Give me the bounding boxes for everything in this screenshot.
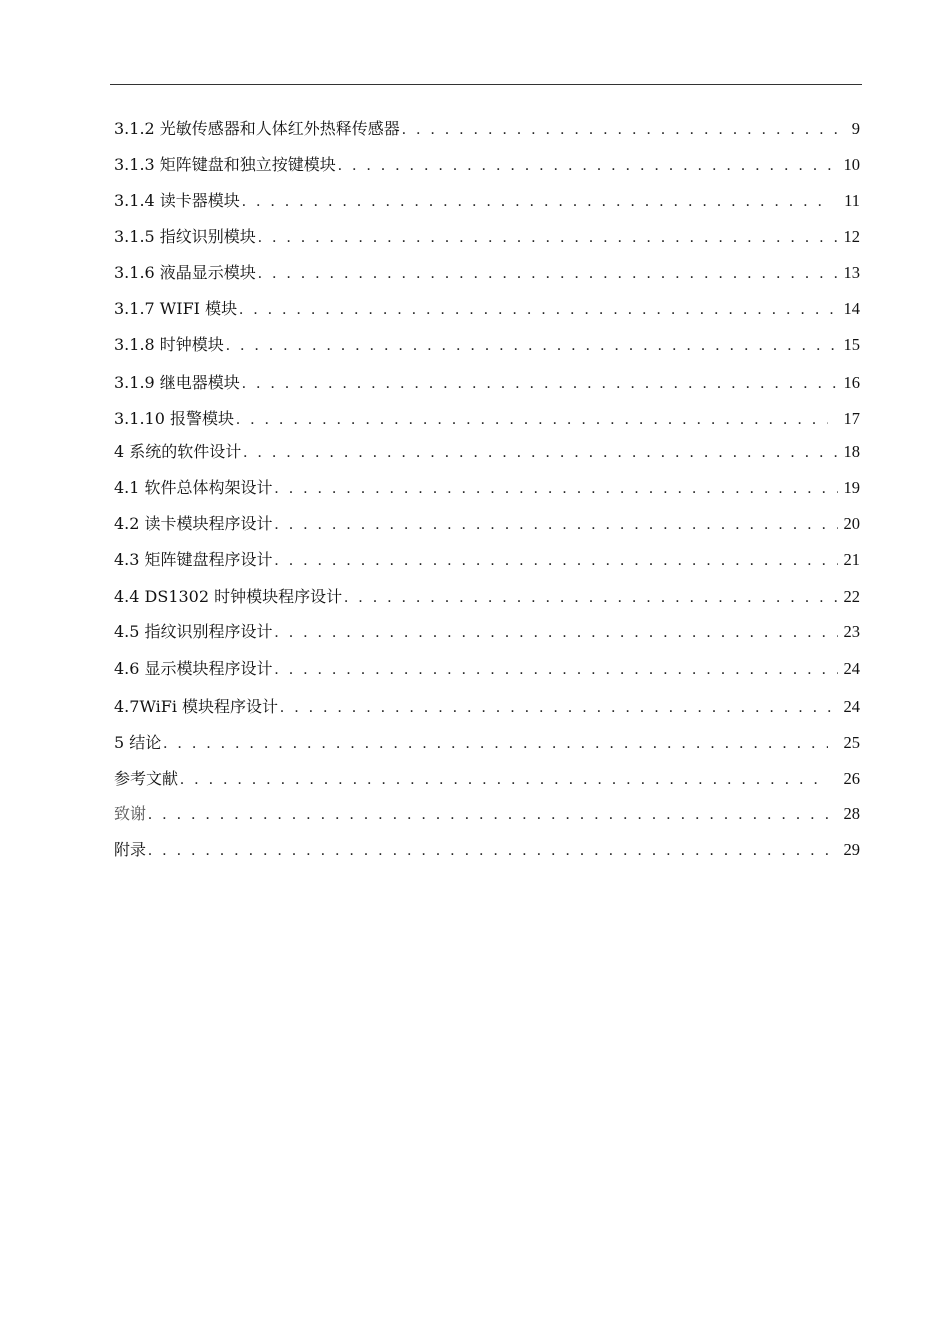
- toc-dot-leader: [148, 802, 828, 828]
- toc-entry[interactable]: [114, 296, 860, 322]
- header-rule: [110, 84, 862, 85]
- toc-entry-page: 15: [843, 335, 860, 354]
- toc-dot-leader: [242, 189, 828, 215]
- toc-dot-leader: [148, 838, 828, 864]
- toc-entry-page: 12: [843, 227, 860, 246]
- toc-entry-label: 4 系统的软件设计: [114, 442, 242, 461]
- toc-dot-leader: [258, 261, 838, 287]
- toc-entry-label: 3.1.10 报警模块: [114, 409, 234, 428]
- toc-entry-label: 参考文献: [114, 769, 179, 788]
- toc-entry[interactable]: [114, 511, 860, 537]
- toc-entry[interactable]: [114, 370, 860, 396]
- toc-entry[interactable]: [114, 152, 860, 178]
- toc-entry-page: 23: [843, 622, 860, 641]
- toc-entry[interactable]: [114, 694, 860, 720]
- toc-entry-page: 26: [843, 769, 860, 788]
- toc-dot-leader: [239, 297, 838, 323]
- toc-entry-label: 3.1.2 光敏传感器和人体红外热释传感器: [114, 119, 400, 138]
- toc-entry-label: 4.1 软件总体构架设计: [114, 478, 273, 497]
- toc-entry-page: 24: [843, 659, 860, 678]
- toc-dot-leader: [275, 620, 838, 646]
- toc-entry[interactable]: [114, 224, 860, 250]
- toc-entry-label: 5 结论: [114, 733, 162, 752]
- toc-entry[interactable]: [114, 116, 860, 142]
- toc-dot-leader: [180, 767, 828, 793]
- toc-entry-label: 3.1.6 液晶显示模块: [114, 263, 256, 282]
- toc-entry[interactable]: [114, 406, 860, 432]
- toc-entry[interactable]: [114, 766, 860, 792]
- toc-entry[interactable]: [114, 475, 860, 501]
- toc-entry-page: 19: [843, 478, 860, 497]
- toc-dot-leader: [275, 512, 838, 538]
- toc-dot-leader: [163, 731, 828, 757]
- toc-entry-label: 3.1.7 WIFI 模块: [114, 299, 238, 318]
- toc-dot-leader: [280, 695, 838, 721]
- toc-entry-page: 13: [843, 263, 860, 282]
- toc-entry-label: 4.7WiFi 模块程序设计: [114, 697, 279, 716]
- toc-entry[interactable]: [114, 584, 860, 610]
- toc-entry-page: 28: [843, 804, 860, 823]
- toc-entry-label: 3.1.3 矩阵键盘和独立按键模块: [114, 155, 336, 174]
- toc-entry[interactable]: [114, 656, 860, 682]
- toc-entry-page: 10: [843, 155, 860, 174]
- toc-entry-page: 24: [843, 697, 860, 716]
- toc-entry[interactable]: [114, 332, 860, 358]
- toc-entry-page: 21: [843, 550, 860, 569]
- toc-dot-leader: [275, 548, 838, 574]
- toc-entry-page: 22: [843, 587, 860, 606]
- toc-entry-label: 4.5 指纹识别程序设计: [114, 622, 273, 641]
- toc-entry-label: 致谢: [114, 804, 147, 823]
- toc-entry-label: 4.6 显示模块程序设计: [114, 659, 273, 678]
- toc-entry[interactable]: [114, 837, 860, 863]
- toc-dot-leader: [243, 440, 838, 466]
- toc-dot-leader: [258, 225, 838, 251]
- toc-entry[interactable]: [114, 619, 860, 645]
- toc-entry-page: 29: [843, 840, 860, 859]
- toc-entry-page: 14: [843, 299, 860, 318]
- toc-dot-leader: [275, 657, 838, 683]
- toc-entry[interactable]: [114, 260, 860, 286]
- toc-entry[interactable]: [114, 730, 860, 756]
- toc-entry[interactable]: [114, 188, 860, 214]
- toc-entry-page: 16: [843, 373, 860, 392]
- toc-entry[interactable]: [114, 801, 860, 827]
- toc-entry-label: 3.1.8 时钟模块: [114, 335, 224, 354]
- toc-entry-page: 18: [843, 442, 860, 461]
- toc-entry-page: 25: [843, 733, 860, 752]
- toc-dot-leader: [242, 371, 838, 397]
- toc-entry-label: 3.1.5 指纹识别模块: [114, 227, 256, 246]
- toc-entry-page: 11: [844, 191, 860, 210]
- toc-dot-leader: [236, 407, 828, 433]
- toc-entry-label: 4.4 DS1302 时钟模块程序设计: [114, 587, 343, 606]
- toc-entry-label: 4.2 读卡模块程序设计: [114, 514, 273, 533]
- toc-entry-label: 4.3 矩阵键盘程序设计: [114, 550, 273, 569]
- toc-entry-page: 9: [851, 119, 860, 138]
- toc-dot-leader: [275, 476, 838, 502]
- toc-dot-leader: [338, 153, 838, 179]
- toc-entry-label: 3.1.4 读卡器模块: [114, 191, 240, 210]
- toc-entry-page: 17: [843, 409, 860, 428]
- toc-dot-leader: [226, 333, 838, 359]
- toc-dot-leader: [402, 117, 838, 143]
- toc-dot-leader: [344, 585, 838, 611]
- toc-entry-label: 3.1.9 继电器模块: [114, 373, 240, 392]
- toc-entry[interactable]: [114, 439, 860, 465]
- toc-entry-page: 20: [843, 514, 860, 533]
- toc-entry[interactable]: [114, 547, 860, 573]
- toc-entry-label: 附录: [114, 840, 147, 859]
